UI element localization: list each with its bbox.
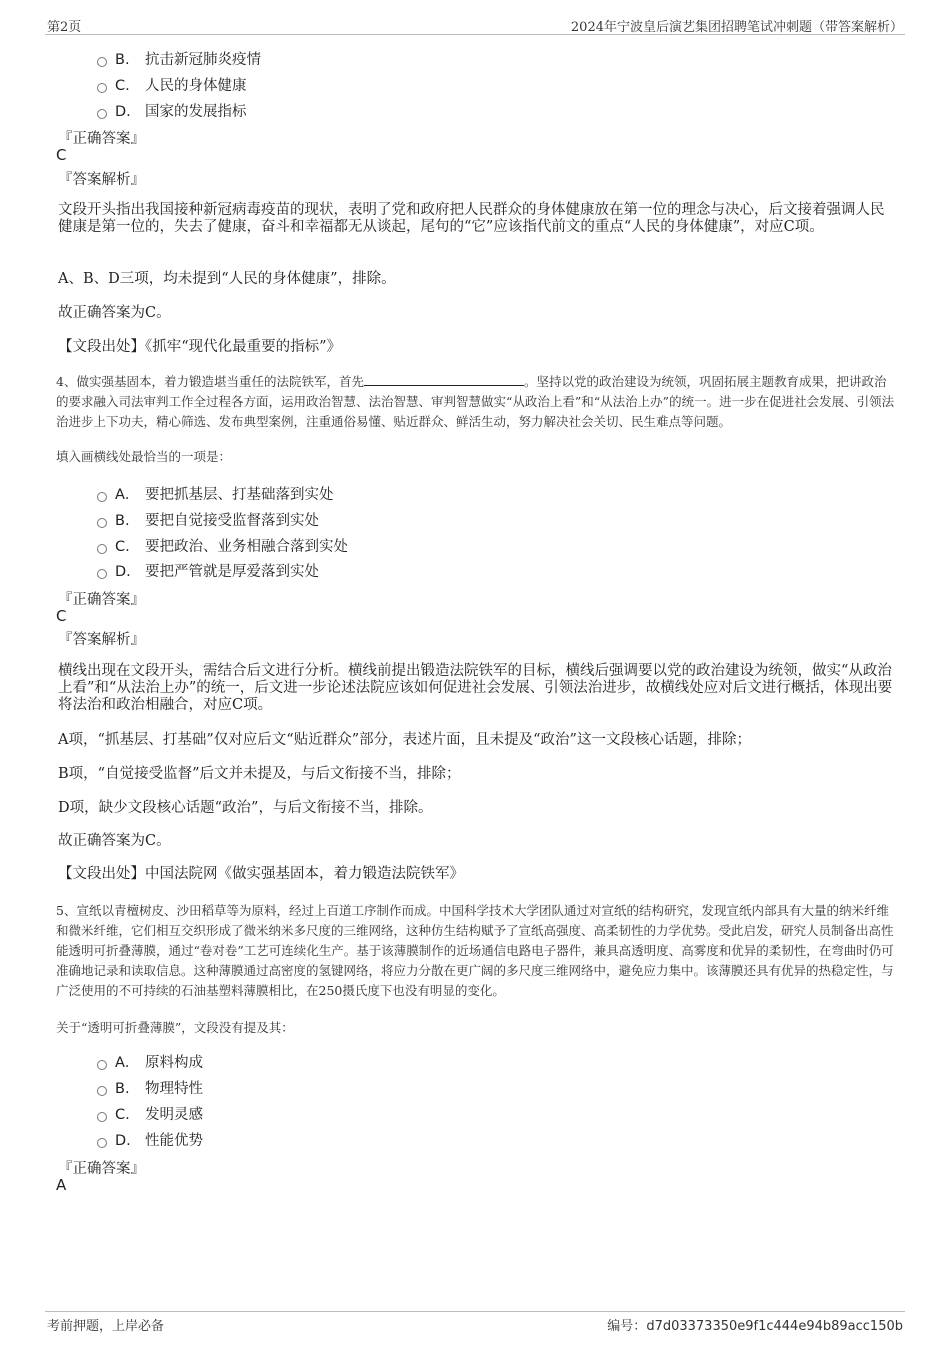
q4-analysis-paragraph: 横线出现在文段开头，需结合后文进行分析。横线前提出锻造法院铁军的目标，横线后强调要以党的政治建设为统领，做实“从政治上看”和“从法治上办”的统一，后文进一步论述法院应该如何促进社会发展、引领法治进步，故横线处应对后文进行概括，体现出要将法治和政治相融合，对应C项。 <box>58 663 893 713</box>
q3-analysis-paragraph: 故正确答案为C。 <box>58 305 171 321</box>
q3-answer: C <box>56 146 67 164</box>
radio-icon[interactable] <box>97 57 107 67</box>
q4-analysis-paragraph: 故正确答案为C。 <box>58 833 171 849</box>
q4-option-b[interactable]: B. 要把自觉接受监督落到实处 <box>97 509 319 530</box>
q3-answer-label: 『正确答案』 <box>58 131 145 147</box>
q4-prompt: 填入画横线处最恰当的一项是： <box>56 449 232 464</box>
radio-icon[interactable] <box>97 544 107 554</box>
q5-option-a[interactable]: A． 原料构成 <box>97 1051 203 1072</box>
q3-analysis-paragraph: A、B、D三项，均未提到“人民的身体健康”，排除。 <box>58 271 396 287</box>
q3-analysis-paragraph: 文段开头指出我国接种新冠病毒疫苗的现状，表明了党和政府把人民群众的身体健康放在第一位的理念与决心，后文接着强调人民健康是第一位的，失去了健康，奋斗和幸福都无从谈起，尾句的“它”应该指代前文的重点“人民的身体健康”，对应C项。 <box>58 202 885 235</box>
radio-icon[interactable] <box>97 1112 107 1122</box>
q5-question-text: 5、宣纸以青檀树皮、沙田稻草等为原料，经过上百道工序制作而成。中国科学技术大学团队通过对宣纸的结构研究，发现宣纸内部具有大量的纳米纤维和微米纤维，它们相互交织形成了微米纳米多尺度的三维网络，这种仿生结构赋予了宣纸高强度、高柔韧性的力学优势。受此启发，研究人员制备出高性能透明可折叠薄膜，通过“卷对卷”工艺可连续化生产。基于该薄膜制作的近场通信电路电子器件，兼具高透明度、高雾度和优异的柔韧性，在弯曲时仍可准确地记录和读取信息。这种薄膜通过高密度的氢键网络，将应力分散在更广阔的多尺度三维网络中，避免应力集中。该薄膜还具有优异的热稳定性，与广泛使用的不可持续的石油基塑料薄膜相比，在250摄氏度下也没有明显的变化。 <box>56 903 894 998</box>
q3-option-b[interactable]: B. 抗击新冠肺炎疫情 <box>97 48 261 69</box>
q4-answer: C <box>56 607 67 625</box>
document-code: 编号：d7d03373350e9f1c444e94b89acc150b <box>607 1319 903 1334</box>
q5-option-d[interactable]: D. 性能优势 <box>97 1129 203 1150</box>
radio-icon[interactable] <box>97 109 107 119</box>
q3-option-c[interactable]: C. 人民的身体健康 <box>97 74 247 95</box>
radio-icon[interactable] <box>97 569 107 579</box>
q4-source: 【文段出处】中国法院网《做实强基固本，着力锻造法院铁军》 <box>58 866 464 882</box>
radio-icon[interactable] <box>97 1138 107 1148</box>
q4-question-text: 4、做实强基固本，着力锻造堪当重任的法院铁军，首先 。坚持以党的政治建设为统领，巩固拓展主题教育成果，把讲政治的要求融入司法审判工作全过程各方面，运用政治智慧、法治智慧、审判智慧做实“从政治上看”和“从法治上办”的统一。进一步在促进社会发展、引领法治进步上下功夫，精心筛选、发布典型案例，注重通俗易懂、贴近群众、鲜活生动，努力解决社会关切、民生难点等问题。 <box>56 374 895 429</box>
q4-analysis-label: 『答案解析』 <box>58 632 145 648</box>
q3-source: 【文段出处】《抓牢“现代化最重要的指标”》 <box>58 339 342 355</box>
page-number: 第2页 <box>47 20 82 35</box>
q5-answer-label: 『正确答案』 <box>58 1161 145 1177</box>
radio-icon[interactable] <box>97 1086 107 1096</box>
page-header <box>45 14 905 35</box>
q3-analysis-label: 『答案解析』 <box>58 172 145 188</box>
q4-analysis-paragraph: A项，“抓基层、打基础”仅对应后文“贴近群众”部分，表述片面，且未提及“政治”这一文段核心话题，排除； <box>58 732 751 748</box>
fill-blank <box>364 373 524 386</box>
radio-icon[interactable] <box>97 518 107 528</box>
q4-analysis-paragraph: B项，“自觉接受监督”后文并未提及，与后文衔接不当，排除； <box>58 766 461 782</box>
q4-option-d[interactable]: D. 要把严管就是厚爱落到实处 <box>97 560 319 581</box>
q5-answer: A <box>56 1176 67 1194</box>
radio-icon[interactable] <box>97 1060 107 1070</box>
page-footer <box>45 1311 905 1342</box>
q5-option-c[interactable]: C. 发明灵感 <box>97 1103 203 1124</box>
footer-slogan: 考前押题，上岸必备 <box>47 1319 165 1334</box>
q4-answer-label: 『正确答案』 <box>58 592 145 608</box>
document-title: 2024年宁波皇后演艺集团招聘笔试冲刺题（带答案解析） <box>570 20 903 35</box>
radio-icon[interactable] <box>97 492 107 502</box>
q5-option-b[interactable]: B. 物理特性 <box>97 1077 203 1098</box>
q4-option-c[interactable]: C. 要把政治、业务相融合落到实处 <box>97 535 348 556</box>
q4-analysis-paragraph: D项，缺少文段核心话题“政治”，与后文衔接不当，排除。 <box>58 800 433 816</box>
q3-option-d[interactable]: D. 国家的发展指标 <box>97 100 247 121</box>
radio-icon[interactable] <box>97 83 107 93</box>
q4-option-a[interactable]: A． 要把抓基层、打基础落到实处 <box>97 483 334 504</box>
q5-prompt: 关于“透明可折叠薄膜”，文段没有提及其： <box>56 1020 294 1035</box>
